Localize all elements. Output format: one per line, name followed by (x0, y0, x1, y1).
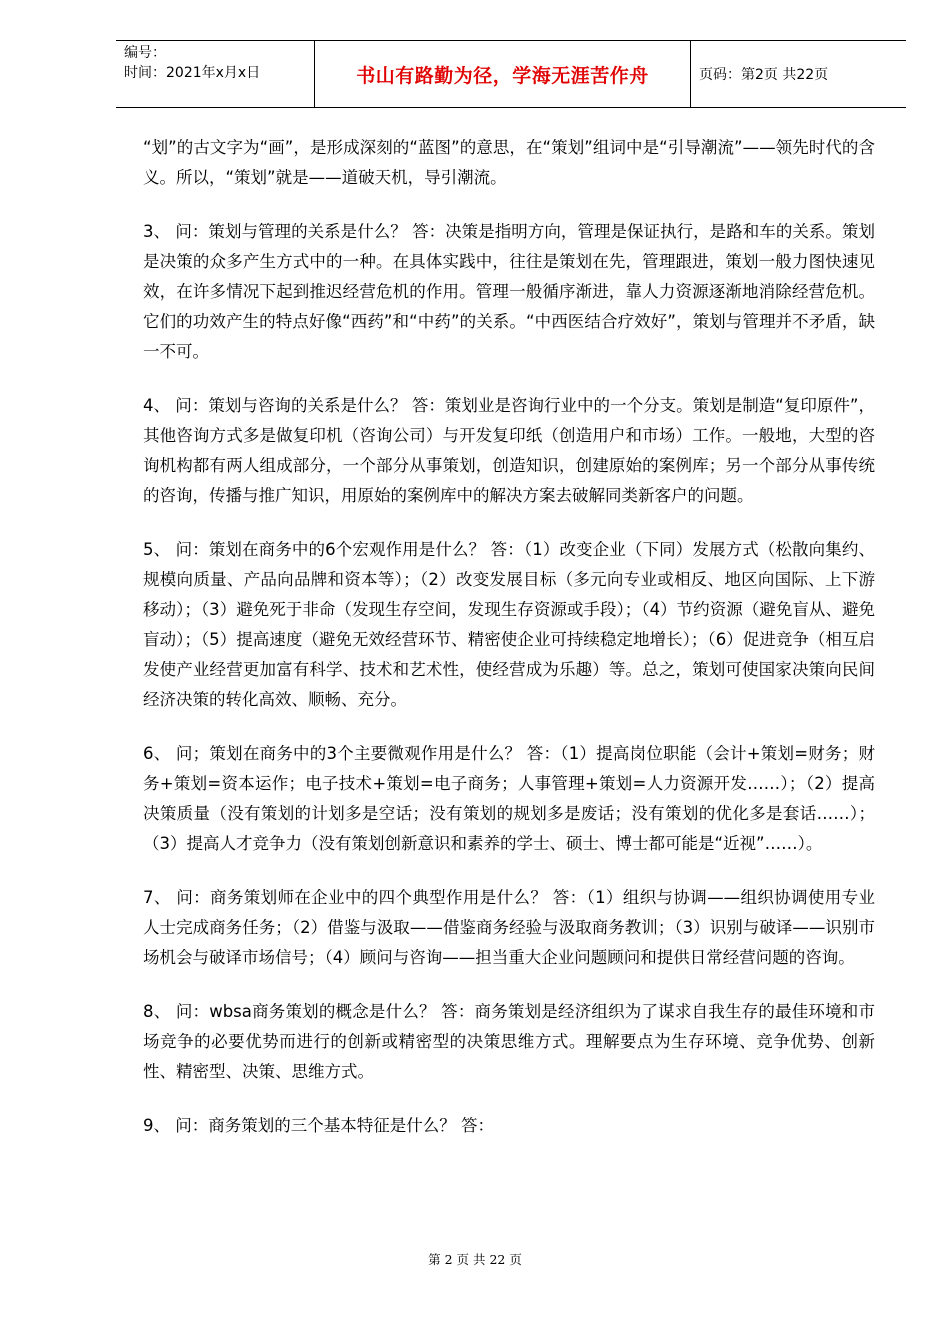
time-label: 时间：2021年x月x日 (124, 65, 261, 81)
header-page-info: 页码：第2页 共22页 (699, 67, 829, 83)
paragraph: “划”的古文字为“画”，是形成深刻的“蓝图”的意思，在“策划”组词中是“引导潮流”——领先时代的含义。所以，“策划”就是——道破天机，导引潮流。 (143, 138, 875, 187)
page-footer: 第 2 页 共 22 页 (428, 1252, 522, 1267)
paragraph-q5: 5、 问：策划在商务中的6个宏观作用是什么？ 答：（1）改变企业（下同）发展方式（松散向集约、规模向质量、产品向品牌和资本等）；（2）改变发展目标（多元向专业或相反、地区向国际、上下游移动）；（3）避免死于非命（发现生存空间，发现生存资源或手段）；（4）节约资源（避免盲从、避免盲动）；（5）提高速度（避免无效经营环节、精密使企业可持续稳定地增长）；（6）促进竞争（相互启发使产业经营更加富有科学、技术和艺术性，使经营成为乐趣）等。总之，策划可使国家决策向民间经济决策的转化高效、顺畅、充分。 (143, 540, 875, 709)
header-motto: 书山有路勤为径，学海无涯苦作舟 (315, 41, 691, 107)
paragraph-q6: 6、 问；策划在商务中的3个主要微观作用是什么？ 答：（1）提高岗位职能（会计+策划=财务；财务+策划=资本运作；电子技术+策划=电子商务；人事管理+策划=人力资源开发……）；（2）提高决策质量（没有策划的计划多是空话；没有策划的规划多是废话；没有策划的优化多是套话……）；（3）提高人才竞争力（没有策划创新意识和素养的学士、硕士、博士都可能是“近视”……）。 (143, 744, 875, 853)
header-meta (116, 41, 315, 107)
number-label: 编号： (124, 45, 166, 61)
paragraph-q9: 9、 问：商务策划的三个基本特征是什么？ 答： (143, 1116, 494, 1135)
document-body (143, 133, 875, 1165)
paragraph-q8: 8、 问：wbsa商务策划的概念是什么？ 答：商务策划是经济组织为了谋求自我生存的最佳环境和市场竞争的必要优势而进行的创新或精密型的决策思维方式。理解要点为生存环境、竞争优势、创新性、精密型、决策、思维方式。 (143, 1002, 875, 1081)
paragraph-q7: 7、 问：商务策划师在企业中的四个典型作用是什么？ 答：（1）组织与协调——组织协调使用专业人士完成商务任务；（2）借鉴与汲取——借鉴商务经验与汲取商务教训；（3）识别与破译——识别市场机会与破译市场信号；（4）顾问与咨询——担当重大企业问题顾问和提供日常经营问题的咨询。 (143, 888, 875, 967)
page-header (116, 40, 906, 108)
paragraph-q3: 3、 问：策划与管理的关系是什么？ 答：决策是指明方向，管理是保证执行，是路和车的关系。策划是决策的众多产生方式中的一种。在具体实践中，往往是策划在先，管理跟进，策划一般力图快速见效，在许多情况下起到推迟经营危机的作用。管理一般循序渐进，靠人力资源逐渐地消除经营危机。它们的功效产生的特点好像“西药”和“中药”的关系。“中西医结合疗效好”，策划与管理并不矛盾，缺一不可。 (143, 222, 875, 361)
paragraph-q4: 4、 问：策划与咨询的关系是什么？ 答：策划业是咨询行业中的一个分支。策划是制造“复印原件”，其他咨询方式多是做复印机（咨询公司）与开发复印纸（创造用户和市场）工作。一般地，大型的咨询机构都有两人组成部分，一个部分从事策划，创造知识，创建原始的案例库；另一个部分从事传统的咨询，传播与推广知识，用原始的案例库中的解决方案去破解同类新客户的问题。 (143, 396, 875, 505)
